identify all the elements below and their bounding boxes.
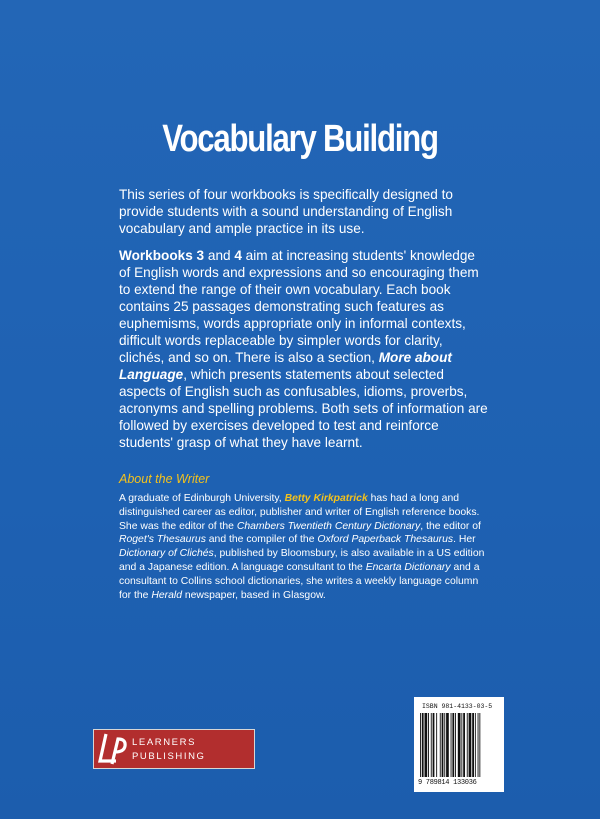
about-text: and the compiler of the	[205, 534, 318, 546]
description-text-b: , which presents statements about selected aspects of English such as confusables, idioms, proverbs, acronyms and spelling problems. Both sets of information are followed by exercises developed to test and reinforce students' grasp of what they have learnt.	[119, 367, 488, 450]
barcode-bar	[422, 713, 424, 777]
barcode-bar	[436, 713, 437, 777]
barcode-bar	[431, 713, 432, 777]
isbn-number: 9 789814 133036	[418, 779, 477, 787]
about-text: and a consultant to Collins school dictionaries, she writes a weekly language column for the	[119, 561, 480, 601]
about-writer-paragraph	[119, 492, 491, 602]
barcode-bar	[433, 713, 435, 777]
barcode-bar	[475, 713, 476, 777]
barcode-bar	[444, 713, 445, 777]
barcode-bar	[446, 713, 449, 777]
book-name: Dictionary of Clichés	[119, 548, 214, 560]
barcode-bar	[461, 713, 462, 777]
about-text: . Her	[453, 534, 476, 546]
barcode-bar	[458, 713, 461, 777]
about-text: , the editor of	[420, 520, 481, 532]
publisher-logo	[93, 729, 255, 769]
barcode-bar	[440, 713, 441, 777]
barcode-bar	[478, 713, 479, 777]
barcode-bar	[452, 713, 454, 777]
book-name: Roget's Thesaurus	[119, 534, 206, 546]
description-text-a: aim at increasing students' knowledge of English words and expressions and so encouraging them to extend the range of their own vocabulary. Each book contains 25 passages demonstrating such features as euphemisms, words appropriate only in informal contexts, difficult words replaceable by simpler words for clarity, clichés, and so on. There is also a section,	[119, 248, 479, 365]
section-name: More about Language	[119, 350, 452, 382]
about-text: , published by Bloomsbury, is also available in a US edition and a Japanese edition. A language consultant to the	[119, 548, 485, 573]
book-name: Chambers Twentieth Century Dictionary	[236, 520, 421, 532]
barcode-bar	[469, 713, 472, 777]
and-text: and	[204, 248, 235, 263]
barcode-bar	[472, 713, 474, 777]
about-text: A graduate of Edinburgh University,	[119, 493, 285, 504]
barcode-bars	[420, 713, 498, 777]
about-text: newspaper, based in Glasgow.	[181, 589, 326, 601]
publisher-line1: LEARNERS	[132, 737, 197, 748]
barcode-bar	[467, 713, 468, 777]
book-name: Herald	[151, 589, 182, 601]
about-text: has had a long and distinguished career as editor, publisher and writer of English reference books. She was the editor of the	[119, 493, 480, 532]
book-name: Oxford Paperback Thesaurus	[317, 534, 454, 546]
book-name: Encarta Dictionary	[365, 561, 451, 573]
barcode-bar	[451, 713, 452, 777]
barcode-bar	[425, 713, 428, 777]
intro-paragraph: This series of four workbooks is specifically designed to provide students with a sound understanding of English vocabulary and ample practice in its use.	[119, 187, 453, 236]
workbook-number: 4	[234, 248, 242, 263]
barcode-bar	[479, 713, 480, 777]
workbooks-label: Workbooks 3	[119, 248, 205, 263]
publisher-line2: PUBLISHING	[132, 751, 206, 762]
barcode-bar	[463, 713, 465, 777]
barcode	[414, 697, 504, 792]
about-writer-heading: About the Writer	[119, 472, 210, 486]
barcode-bar	[442, 713, 444, 777]
lp-logo-icon	[96, 731, 130, 767]
barcode-bar	[455, 713, 456, 777]
author-name: Betty Kirkpatrick	[284, 493, 368, 504]
book-title: Vocabulary Building	[162, 118, 438, 160]
barcode-bar	[428, 713, 429, 777]
description-paragraph	[119, 247, 489, 451]
isbn-label: ISBN 981-4133-03-5	[422, 703, 493, 710]
barcode-bar	[420, 713, 421, 777]
